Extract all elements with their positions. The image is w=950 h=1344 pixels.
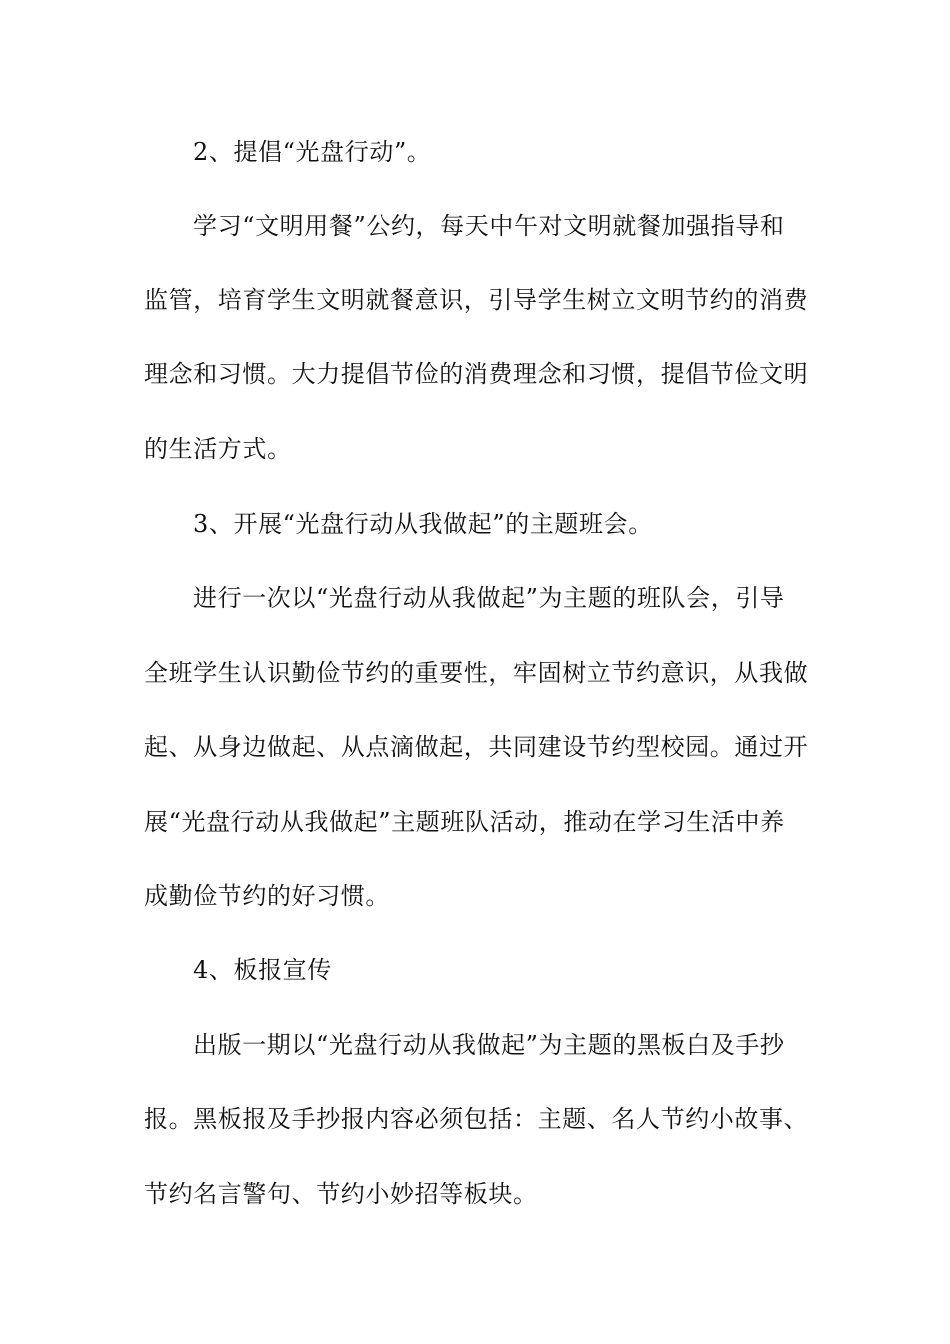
paragraph-line: 起、从身边做起、从点滴做起，共同建设节约型校园。通过开 <box>144 733 809 761</box>
paragraph-line: 成勤俭节约的好习惯。 <box>144 882 390 910</box>
paragraph-line: 监管，培育学生文明就餐意识，引导学生树立文明节约的消费 <box>144 286 809 314</box>
section-heading: 3、开展“光盘行动从我做起”的主题班会。 <box>193 510 653 538</box>
paragraph-line: 的生活方式。 <box>144 435 292 463</box>
paragraph-line: 理念和习惯。大力提倡节俭的消费理念和习惯，提倡节俭文明 <box>144 360 809 388</box>
paragraph-line: 进行一次以“光盘行动从我做起”为主题的班队会，引导 <box>193 584 785 612</box>
paragraph-line: 展“光盘行动从我做起”主题班队活动，推动在学习生活中养 <box>144 808 785 836</box>
paragraph-line: 全班学生认识勤俭节约的重要性，牢固树立节约意识，从我做 <box>144 659 809 687</box>
paragraph-line: 节约名言警句、节约小妙招等板块。 <box>144 1180 538 1208</box>
section-heading: 4、板报宣传 <box>193 956 332 984</box>
paragraph-line: 学习“文明用餐”公约，每天中午对文明就餐加强指导和 <box>193 212 785 240</box>
paragraph-line: 报。黑板报及手抄报内容必须包括：主题、名人节约小故事、 <box>144 1105 809 1133</box>
section-heading: 2、提倡“光盘行动”。 <box>193 138 432 166</box>
paragraph-line: 出版一期以“光盘行动从我做起”为主题的黑板白及手抄 <box>193 1031 785 1059</box>
